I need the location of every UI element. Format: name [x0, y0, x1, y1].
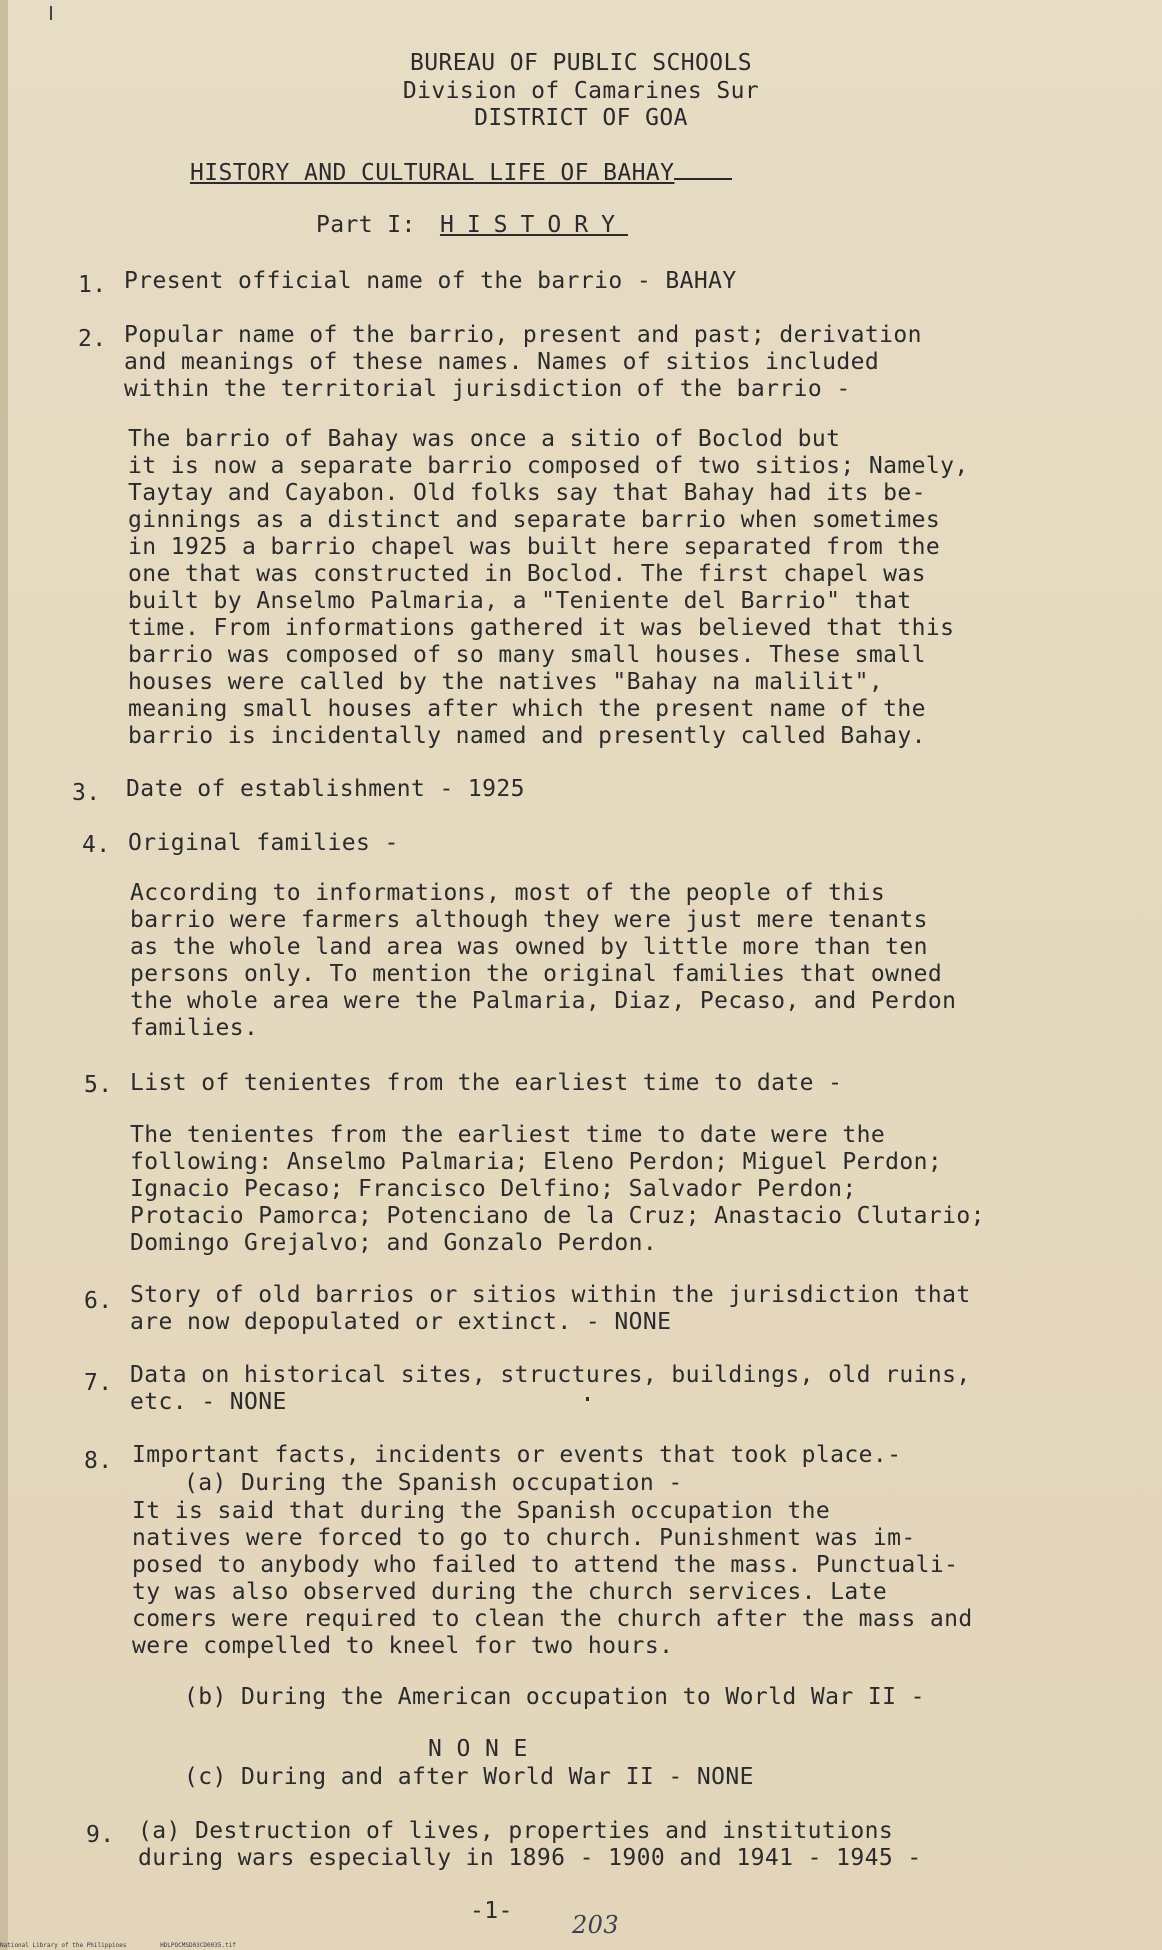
- subitem-none: N O N E: [428, 1736, 528, 1762]
- item-number: 6.: [84, 1288, 113, 1314]
- title-barrio: BAHAY: [603, 160, 675, 186]
- item-number: 9.: [86, 1822, 115, 1848]
- margin-mark: [50, 6, 52, 20]
- subitem-american-occupation: (b) During the American occupation to World War II -: [184, 1684, 925, 1710]
- item-text: Important facts, incidents or events that took place.-: [132, 1442, 902, 1468]
- item-text: Popular name of the barrio, present and past; derivation and meanings of these names. Names of sitios included within the territorial jurisdiction of the barrio -: [124, 322, 922, 402]
- item-number: 7.: [84, 1370, 113, 1396]
- header-bureau: BUREAU OF PUBLIC SCHOOLS: [410, 50, 752, 76]
- paragraph-spanish-occupation: It is said that during the Spanish occupation the natives were forced to go to church. Punishment was im- posed to anybody who failed to attend the mass. Punctuali- ty was also observed during the church services. Late comers were required to clean the church after the mass and were compelled to kneel for two hours.: [132, 1498, 973, 1659]
- item-number: 2.: [78, 326, 107, 352]
- item-number: 3.: [72, 780, 101, 806]
- footer-file: HDLPOCMSD03CD0035.tif: [160, 1942, 236, 1949]
- item-text: Story of old barrios or sitios within the jurisdiction that are now depopulated or extinct. - NONE: [130, 1282, 971, 1335]
- subitem-spanish-occupation: (a) During the Spanish occupation -: [184, 1470, 683, 1496]
- item-text: Present official name of the barrio - BAHAY: [124, 268, 737, 294]
- item-text: List of tenientes from the earliest time to date -: [130, 1070, 843, 1096]
- part-label: Part I:: [316, 212, 416, 238]
- handwritten-page-number: 203: [572, 1911, 620, 1939]
- part-heading: [316, 212, 628, 239]
- footer-library: National Library of the Philippines: [0, 1942, 127, 1949]
- header-district: DISTRICT OF GOA: [474, 105, 688, 131]
- item-text: (a) Destruction of lives, properties and institutions during wars especially in 1896 - 1900 and 1941 - 1945 -: [138, 1818, 922, 1871]
- paragraph-tenientes: The tenientes from the earliest time to date were the following: Anselmo Palmaria; Eleno Perdon; Miguel Perdon; Ignacio Pecaso; Francisco Delfino; Salvador Perdon; Protacio Pamorca; Potenciano de la Cruz; Anastacio Clutario; Domingo Grejalvo; and Gonzalo Perdon.: [130, 1122, 985, 1256]
- part-title: HISTORY: [439, 212, 628, 238]
- item-number: 4.: [82, 832, 111, 858]
- paragraph-barrio-origin: The barrio of Bahay was once a sitio of Boclod but it is now a separate barrio composed of two sitios; Namely, Taytay and Cayabon. Old folks say that Bahay had its be- ginnings as a distinct and separate barrio when sometimes in 1925 a barrio chapel was built here separated from the one that was constructed in Boclod. The first chapel was built by Anselmo Palmaria, a "Teniente del Barrio" that time. From informations gathered it was believed that this barrio was composed of so many small houses. These small houses were called by the natives "Bahay na malilit", meaning small houses after which the present name of the barrio is incidentally named and presently called Bahay.: [128, 426, 969, 749]
- item-text: Original families -: [128, 830, 399, 856]
- page-number: -1-: [470, 1898, 513, 1924]
- paragraph-original-families: According to informations, most of the people of this barrio were farmers although they were just mere tenants as the whole land area was owned by little more than ten persons only. To mention the original families that owned the whole area were the Palmaria, Diaz, Pecaso, and Perdon families.: [130, 880, 957, 1041]
- item-text: Data on historical sites, structures, buildings, old ruins, etc. - NONE: [130, 1362, 971, 1415]
- item-text: Date of establishment - 1925: [126, 776, 525, 802]
- title-text: HISTORY AND CULTURAL LIFE OF: [190, 160, 604, 186]
- item-number: 5.: [84, 1072, 113, 1098]
- ink-dot: [586, 1397, 589, 1401]
- item-number: 1.: [78, 272, 107, 298]
- header-division: Division of Camarines Sur: [402, 78, 760, 104]
- document-title: [190, 160, 732, 187]
- scan-footer: [0, 1942, 400, 1949]
- page-edge: [0, 0, 8, 1950]
- subitem-world-war-ii: (c) During and after World War II - NONE: [184, 1764, 754, 1790]
- item-number: 8.: [84, 1448, 113, 1474]
- title-rule: [674, 178, 732, 180]
